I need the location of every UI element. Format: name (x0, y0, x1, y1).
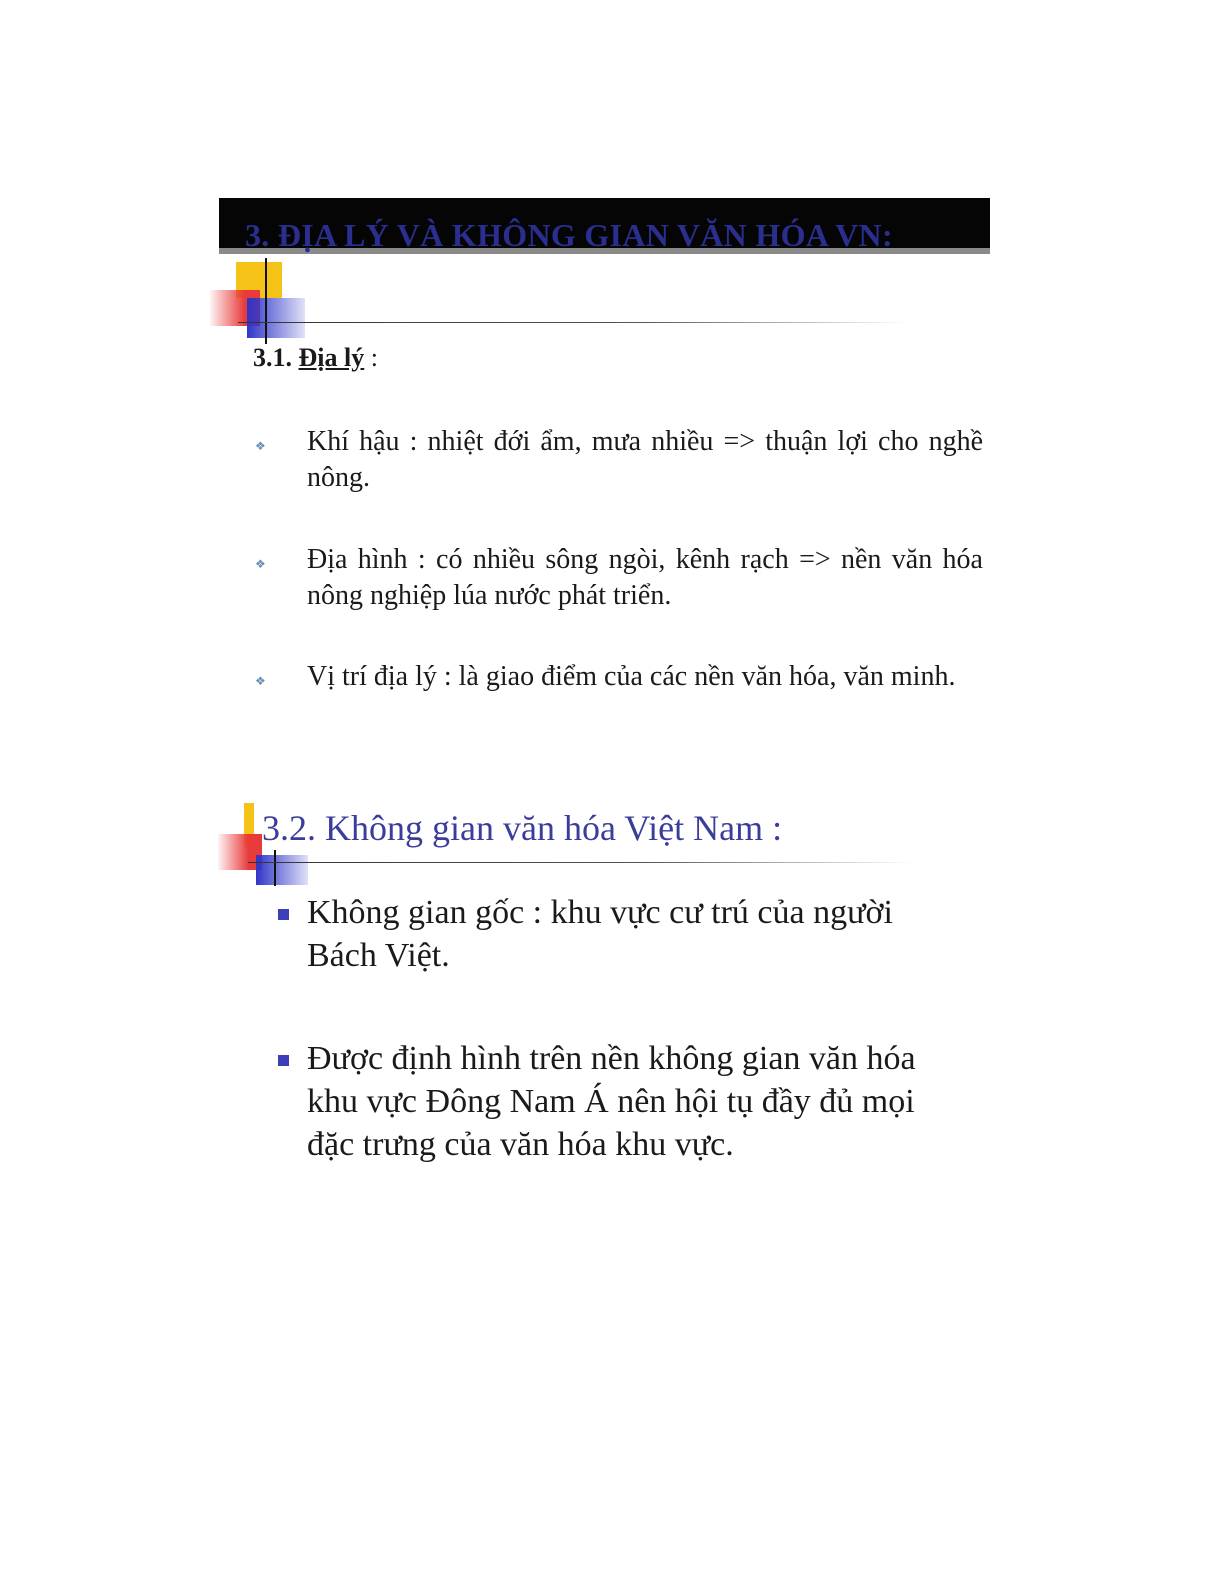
section-number: 3.1. (253, 343, 292, 372)
section-heading-text: Địa lý (298, 343, 365, 372)
list-item: Khí hậu : nhiệt đới ẩm, mưa nhiều => thuận lợi cho nghề nông. (307, 426, 983, 493)
deco-vertical-line (274, 850, 276, 886)
diamond-bullet-icon: ❖ (255, 674, 266, 688)
deco-blue-square (247, 298, 305, 338)
section-heading-cultural-space: 3.2. Không gian văn hóa Việt Nam : (262, 808, 783, 848)
deco-vertical-line (265, 258, 267, 344)
diamond-bullet-icon: ❖ (255, 439, 266, 453)
page-title: 3. ĐỊA LÝ VÀ KHÔNG GIAN VĂN HÓA VN: (245, 217, 893, 253)
section-heading-colon: : (370, 343, 378, 372)
list-item: Vị trí địa lý : là giao điểm của các nền văn hóa, văn minh. (307, 661, 956, 692)
square-bullet-icon (278, 1055, 289, 1066)
section-heading-geography (253, 340, 378, 376)
square-bullet-icon (278, 909, 289, 920)
deco-horizontal-line (248, 862, 913, 863)
diamond-bullet-icon: ❖ (255, 557, 266, 571)
deco-blue-square (256, 855, 308, 885)
list-item: Địa hình : có nhiều sông ngòi, kênh rạch => nền văn hóa nông nghiệp lúa nước phát triển. (307, 544, 983, 611)
list-item: Được định hình trên nền không gian văn hóa khu vực Đông Nam Á nên hội tụ đầy đủ mọi đặc trưng của văn hóa khu vực. (307, 1040, 916, 1163)
list-item: Không gian gốc : khu vực cư trú của người Bách Việt. (307, 894, 893, 974)
deco-horizontal-line (238, 322, 908, 323)
